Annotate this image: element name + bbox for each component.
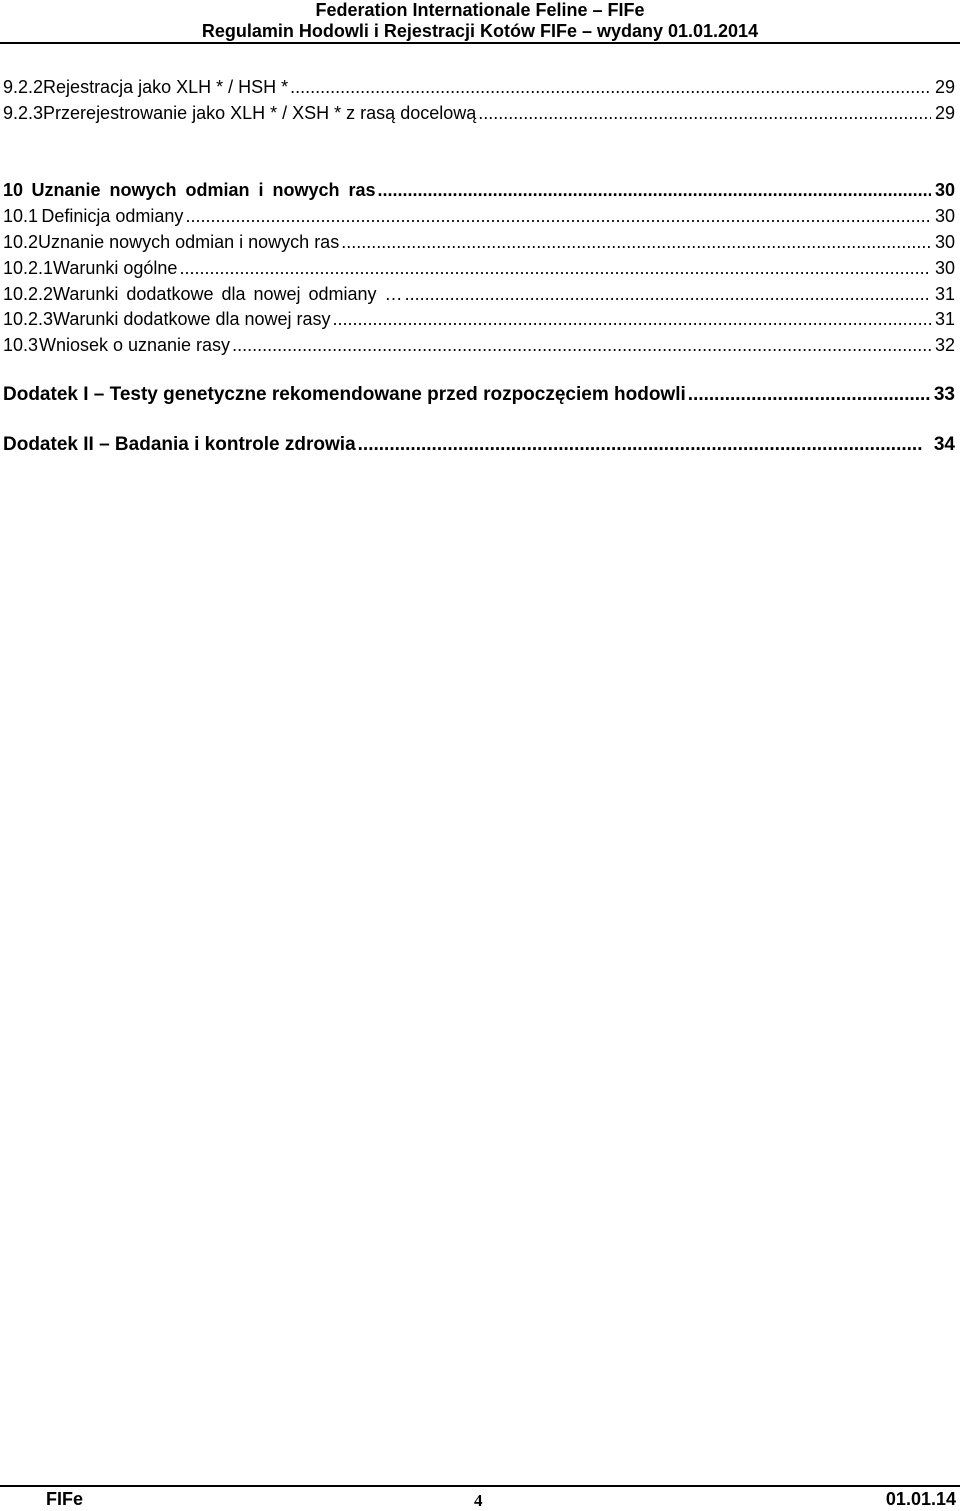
toc-leader bbox=[185, 206, 931, 227]
toc-number: 9.2.3 bbox=[3, 103, 44, 123]
toc-number: 10.2.1 bbox=[3, 258, 54, 278]
toc-leader bbox=[688, 384, 930, 406]
toc-title: Warunki ogólne bbox=[53, 258, 178, 278]
toc-leader bbox=[179, 258, 931, 279]
footer-rule bbox=[0, 1485, 960, 1487]
toc-leader bbox=[378, 180, 931, 201]
toc-title: Rejestracja jako XLH * / HSH * bbox=[43, 77, 289, 97]
toc-leader bbox=[405, 284, 931, 305]
toc-number: 10.2.3 bbox=[3, 309, 54, 329]
toc-entry-10[interactable] bbox=[3, 180, 955, 204]
toc-entry-9-2-3[interactable] bbox=[3, 103, 955, 127]
toc-page: 31 bbox=[934, 284, 955, 304]
toc-page: 30 bbox=[934, 232, 955, 252]
page-footer bbox=[0, 1489, 960, 1509]
toc-entry-10-3[interactable] bbox=[3, 335, 955, 359]
header-document-title: Regulamin Hodowli i Rejestracji Kotów FIFe – wydany 01.01.2014 bbox=[201, 21, 759, 41]
toc-leader bbox=[333, 309, 931, 330]
toc-number: 10 bbox=[3, 180, 24, 200]
toc-leader bbox=[290, 77, 931, 98]
toc-page: 30 bbox=[934, 258, 955, 278]
toc-entry-10-2[interactable] bbox=[3, 232, 955, 256]
toc-title: Warunki dodatkowe dla nowej rasy bbox=[53, 309, 331, 329]
toc-number: 9.2.2 bbox=[3, 77, 44, 97]
toc-leader bbox=[478, 103, 931, 124]
toc-entry-appendix-1[interactable] bbox=[3, 384, 955, 408]
toc-leader bbox=[341, 232, 931, 253]
toc-number: 10.2 bbox=[3, 232, 39, 252]
toc-leader bbox=[232, 335, 931, 356]
footer-org: FIFe bbox=[46, 1489, 84, 1509]
toc-title: Dodatek II – Badania i kontrole zdrowia bbox=[3, 434, 356, 455]
toc-title: Uznanie nowych odmian i nowych ras bbox=[31, 180, 376, 200]
header-organization: Federation Internationale Feline – FIFe bbox=[315, 0, 645, 20]
toc-entry-10-1[interactable] bbox=[3, 206, 955, 230]
toc-title: Wniosek o uznanie rasy bbox=[38, 335, 231, 355]
toc-page: 32 bbox=[934, 335, 955, 355]
toc-number: 10.2.2 bbox=[3, 284, 54, 304]
toc-leader bbox=[358, 434, 922, 456]
toc-number: 10.1 bbox=[3, 206, 39, 226]
footer-date: 01.01.14 bbox=[885, 1489, 956, 1509]
toc-entry-9-2-2[interactable] bbox=[3, 77, 955, 101]
toc-page: 33 bbox=[933, 384, 955, 405]
toc-entry-appendix-2[interactable] bbox=[3, 434, 955, 458]
toc-title: Definicja odmiany bbox=[41, 206, 184, 226]
toc-title: Warunki dodatkowe dla nowej odmiany … bbox=[53, 284, 403, 304]
toc-page: 29 bbox=[934, 77, 955, 97]
toc-number: 10.3 bbox=[3, 335, 39, 355]
toc-entry-10-2-3[interactable] bbox=[3, 309, 955, 333]
toc-page: 29 bbox=[934, 103, 955, 123]
toc-title: Przerejestrowanie jako XLH * / XSH * z rasą docelową bbox=[43, 103, 477, 123]
toc-page: 30 bbox=[934, 206, 955, 226]
toc-title: Dodatek I – Testy genetyczne rekomendowane przed rozpoczęciem hodowli bbox=[3, 384, 686, 405]
toc-entry-10-2-2[interactable] bbox=[3, 284, 955, 308]
toc-page: 34 bbox=[933, 434, 955, 455]
toc-title: Uznanie nowych odmian i nowych ras bbox=[38, 232, 340, 252]
footer-page-number: 4 bbox=[474, 1491, 483, 1510]
toc-entry-10-2-1[interactable] bbox=[3, 258, 955, 282]
header-rule bbox=[0, 42, 960, 44]
toc-page: 30 bbox=[934, 180, 955, 200]
toc-page: 31 bbox=[934, 309, 955, 329]
